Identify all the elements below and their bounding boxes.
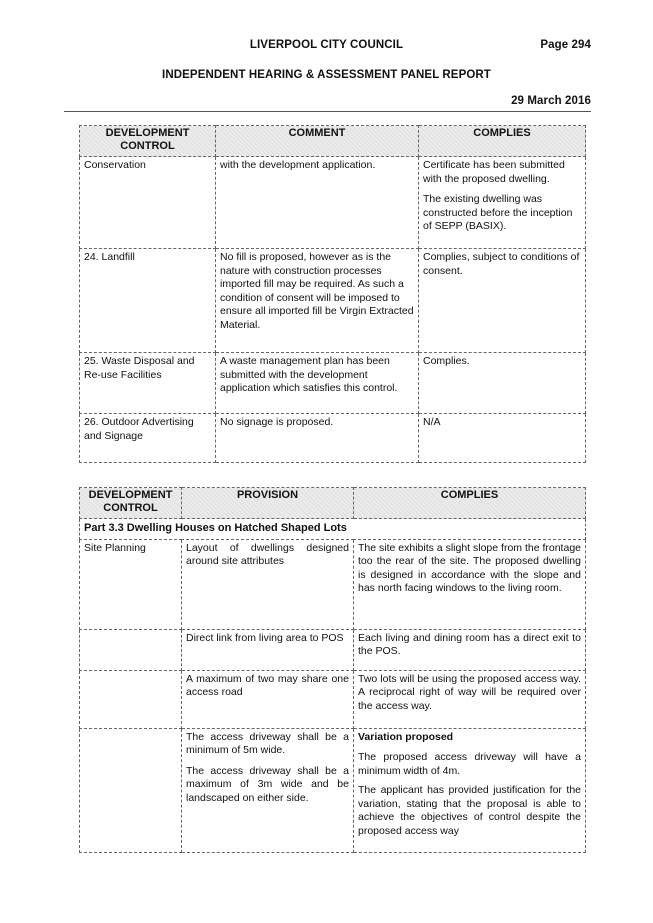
control-cell: Conservation [80, 157, 216, 249]
table-row [80, 728, 586, 852]
complies-text: The site exhibits a slight slope from the frontage too the rear of the site. The proposed dwelling is designed in accordance with the slope and has north facing windows to the living room. [358, 541, 581, 594]
comment-table [79, 125, 586, 463]
report-date: 29 March 2016 [511, 95, 591, 107]
control-cell: Site Planning [80, 539, 182, 629]
complies-text: The applicant has provided justification for the variation, stating that the proposal is able to achieve the objectives of control despite the proposed access way [358, 784, 581, 837]
page-number: Page 294 [540, 39, 591, 51]
comment-cell: No signage is proposed. [216, 414, 419, 463]
table-row [80, 353, 586, 414]
table-header-row [80, 488, 586, 519]
complies-cell [354, 629, 586, 670]
control-cell: 26. Outdoor Advertising and Signage [80, 414, 216, 463]
column-header-provision: PROVISION [182, 488, 354, 519]
provision-text: A maximum of two may share one access road [186, 672, 349, 698]
control-cell: 25. Waste Disposal and Re-use Facilities [80, 353, 216, 414]
complies-text: The existing dwelling was constructed before the inception of SEPP (BASIX). [423, 193, 573, 232]
complies-cell: N/A [419, 414, 586, 463]
provision-text: The access driveway shall be a maximum of 3m wide and be landscaped on either side. [186, 764, 349, 804]
control-cell [80, 670, 182, 728]
comment-cell: No fill is proposed, however as is the nature with construction processes imported fill may be required. As such a condition of consent will be imposed to ensure all imported fill be Virgin Extracted Material. [216, 249, 419, 353]
comment-cell: with the development application. [216, 157, 419, 249]
column-header-complies: COMPLIES [419, 126, 586, 157]
control-cell [80, 728, 182, 852]
complies-cell [419, 157, 586, 249]
complies-text: The proposed access driveway will have a minimum width of 4m. [358, 751, 581, 777]
table-row [80, 249, 586, 353]
complies-cell [354, 539, 586, 629]
complies-cell: Complies, subject to conditions of consent. [419, 249, 586, 353]
provision-table [79, 487, 586, 853]
complies-text: Two lots will be using the proposed access way. A reciprocal right of way will be required over the access way. [358, 672, 581, 712]
complies-text: Each living and dining room has a direct exit to the POS. [358, 631, 581, 657]
council-name: LIVERPOOL CITY COUNCIL [249, 39, 404, 51]
control-cell: 24. Landfill [80, 249, 216, 353]
table-row [80, 157, 586, 249]
section-title: Part 3.3 Dwelling Houses on Hatched Shaped Lots [80, 519, 586, 540]
provision-cell [182, 539, 354, 629]
table-row [80, 414, 586, 463]
provision-text: The access driveway shall be a minimum of 5m wide. [186, 730, 349, 756]
column-header-complies: COMPLIES [354, 488, 586, 519]
table-row [80, 539, 586, 629]
table-row [80, 670, 586, 728]
complies-cell [354, 670, 586, 728]
table-row [80, 629, 586, 670]
control-cell [80, 629, 182, 670]
provision-text: Direct link from living area to POS [186, 631, 344, 644]
header-rule [64, 111, 591, 112]
complies-heading: Variation proposed [358, 730, 454, 743]
provision-text: Layout of dwellings designed around site attributes [186, 541, 349, 567]
column-header-comment: COMMENT [216, 126, 419, 157]
table-header-row [80, 126, 586, 157]
complies-text: Certificate has been submitted with the proposed dwelling. [423, 159, 565, 185]
complies-cell [354, 728, 586, 852]
provision-cell [182, 629, 354, 670]
complies-cell: Complies. [419, 353, 586, 414]
provision-cell [182, 670, 354, 728]
report-title: INDEPENDENT HEARING & ASSESSMENT PANEL REPORT [162, 69, 491, 81]
provision-cell [182, 728, 354, 852]
column-header-control: DEVELOPMENT CONTROL [80, 126, 216, 157]
comment-cell: A waste management plan has been submitted with the development application which satisfies this control. [216, 353, 419, 414]
column-header-control: DEVELOPMENT CONTROL [80, 488, 182, 519]
section-row [80, 519, 586, 540]
